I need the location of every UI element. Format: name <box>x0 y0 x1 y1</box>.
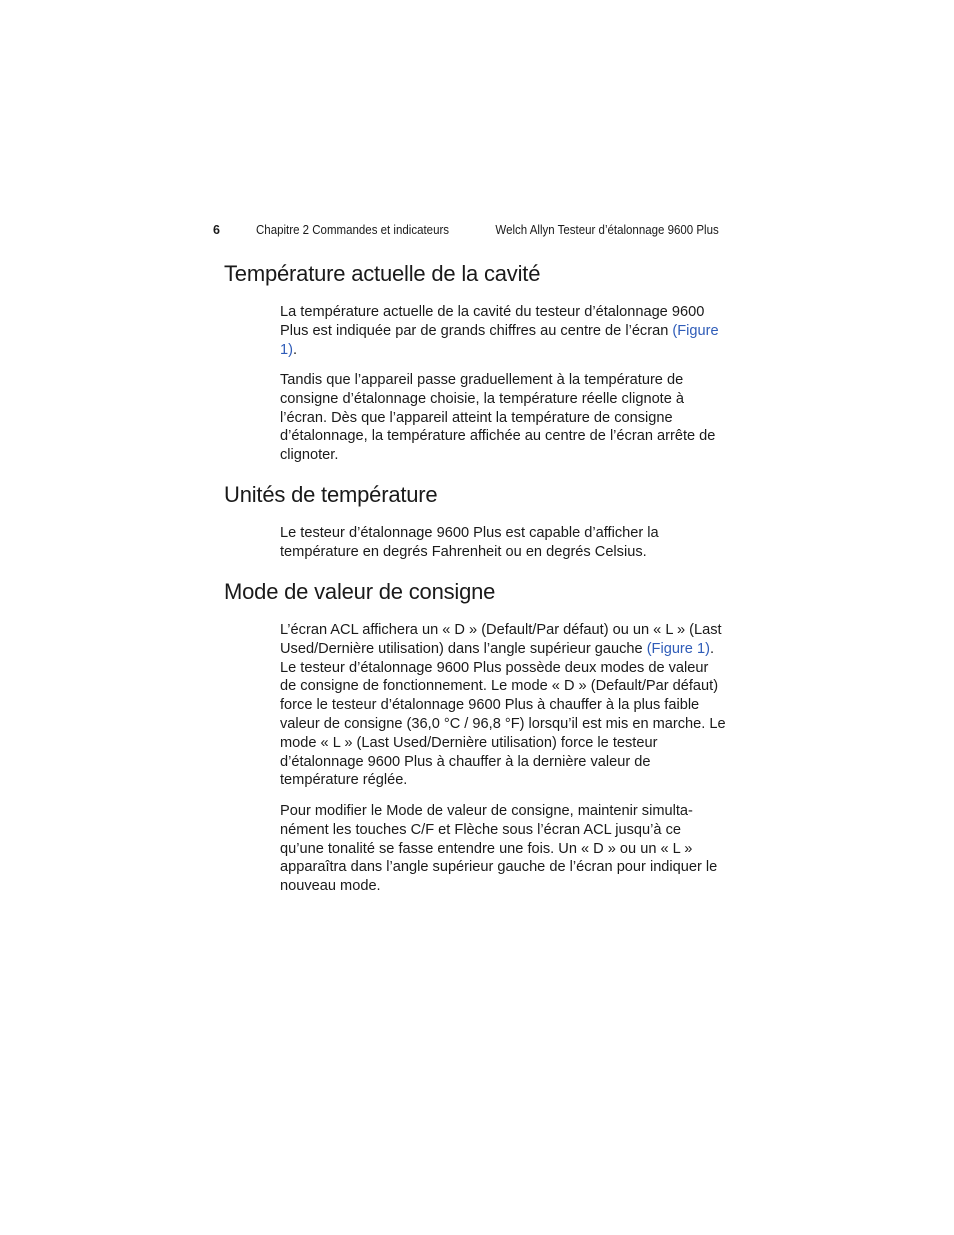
document-title: Welch Allyn Testeur d’étalonnage 9600 Plus <box>495 223 719 237</box>
paragraph-temperature-units: Le testeur d’étalonnage 9600 Plus est capable d’afficher la température en degrés Fahrenheit ou en degrés Celsius. <box>280 525 659 560</box>
figure-link[interactable]: (Figure 1) <box>646 640 710 657</box>
section-heading-setpoint-mode: Mode de valeur de consigne <box>224 579 496 604</box>
page-number: 6 <box>213 223 220 237</box>
paragraph-setpoint-mode-2: Pour modifier le Mode de valeur de consigne, maintenir simulta-nément les touches C/F et Flèche sous l’écran ACL jusqu’à ce qu’une tonalité se fasse entendre une fois. Un « D » ou un « L » apparaîtra dans l’angle supérieur gauche de l’écran pour indiquer le nouveau mode. <box>280 803 718 895</box>
paragraph-text: . <box>292 341 298 358</box>
paragraph-text: La température actuelle de la cavité du testeur d’étalonnage 9600 Plus est indiquée par de grands chiffres au centre de l’écran <box>280 304 705 339</box>
paragraph-text: . Le testeur d’étalonnage 9600 Plus possède deux modes de valeur de consigne de fonctionnement. Le mode « D » (Default/Par défaut) force le testeur d’étalonnage 9600 Plus à chauffer à la plus faible valeur de consigne (36,0 °C / 96,8 °F) lorsqu’il est mis en marche. Le mode « L » (Last Used/Dernière utilisation) force le testeur d’étalonnage 9600 Plus à chauffer à la dernière valeur de température réglée. <box>280 640 726 789</box>
running-header <box>213 221 719 239</box>
paragraph-setpoint-mode-1 <box>280 621 728 790</box>
chapter-title: Chapitre 2 Commandes et indicateurs <box>256 223 450 237</box>
section-heading-temperature-units: Unités de température <box>224 482 438 507</box>
section-heading-current-temperature: Température actuelle de la cavité <box>224 261 541 286</box>
paragraph-text: L’écran ACL affichera un « D » (Default/Par défaut) ou un « L » (Last Used/Dernière utilisation) dans l’angle supérieur gauche <box>280 622 722 657</box>
paragraph-current-temperature-2: Tandis que l’appareil passe graduellement à la température de consigne d’étalonnage choisie, la température réelle clignote à l’écran. Dès que l’appareil atteint la température de consigne d’étalonnage, la température affichée au centre de l’écran arrête de clignoter. <box>280 372 716 464</box>
figure-link[interactable]: (Figure 1) <box>280 322 719 358</box>
paragraph-current-temperature-1 <box>280 303 728 359</box>
